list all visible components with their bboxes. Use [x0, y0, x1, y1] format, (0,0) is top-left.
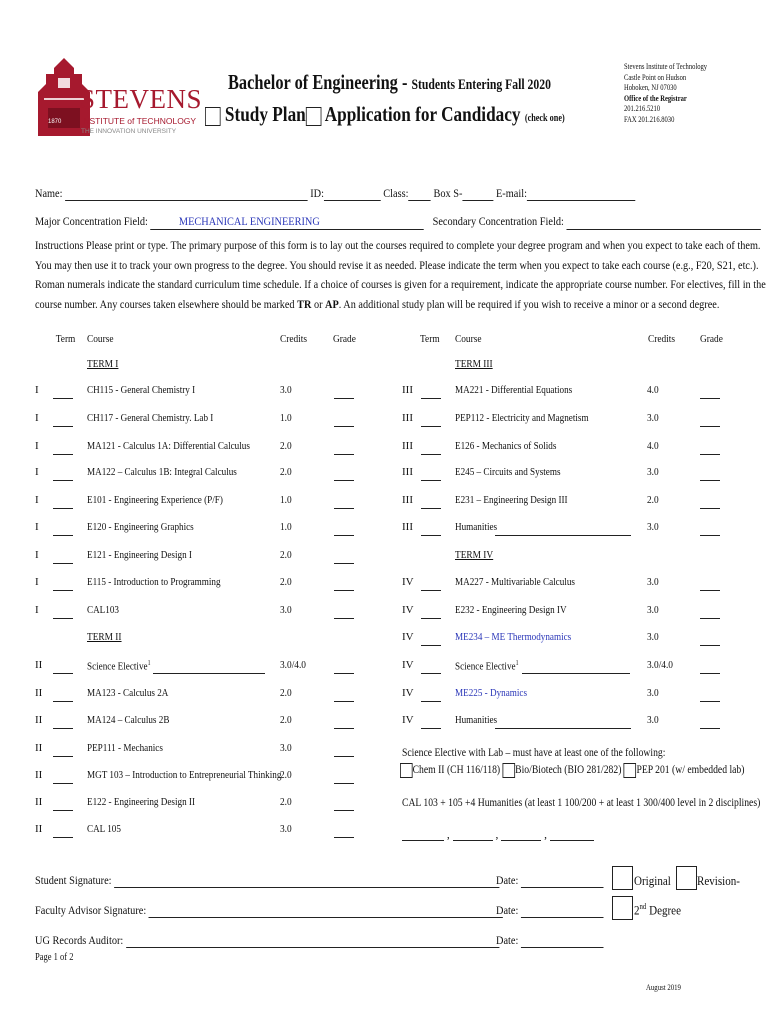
address-line: Hoboken, NJ 07030 — [624, 83, 677, 92]
separator: , — [544, 829, 547, 841]
check-one-note: (check one) — [524, 113, 565, 124]
term-taken-field[interactable] — [53, 745, 73, 757]
second-degree-sup: nd — [639, 902, 647, 911]
credits-value: 3.0 — [647, 576, 659, 588]
term-numeral: IV — [402, 687, 414, 699]
credits-value: 2.0 — [280, 769, 292, 781]
course-name: CH115 - General Chemistry I — [87, 384, 196, 396]
course-header: Course — [455, 333, 482, 345]
student-signature-field[interactable] — [114, 875, 499, 888]
revision-checkbox[interactable] — [676, 866, 697, 890]
second-degree-checkbox[interactable] — [612, 896, 633, 920]
term-numeral: IV — [402, 576, 414, 588]
grade-field[interactable] — [334, 662, 354, 674]
credits-value: 2.0 — [280, 440, 292, 452]
advisor-signature-field[interactable] — [149, 905, 503, 918]
course-name: E121 - Engineering Design I — [87, 549, 192, 561]
course-name: Science Elective$^1$ — [455, 659, 519, 673]
id-label: ID: — [310, 186, 324, 200]
course-name: E120 - Engineering Graphics — [87, 521, 194, 533]
course-header: Course — [87, 333, 114, 345]
credits-value: 1.0 — [280, 521, 292, 533]
credits-value: 3.0 — [280, 742, 292, 754]
term-taken-field[interactable] — [421, 634, 441, 646]
logo-sub: INSTITUTE of TECHNOLOGY — [81, 116, 197, 126]
term-numeral: III — [402, 384, 413, 396]
grade-field[interactable] — [334, 524, 354, 536]
box-field[interactable] — [462, 188, 493, 201]
course-fill-field[interactable] — [495, 524, 631, 536]
course-name: CAL103 — [87, 604, 119, 616]
term-taken-field[interactable] — [421, 415, 441, 427]
term-taken-field[interactable] — [53, 826, 73, 838]
term-taken-field[interactable] — [421, 717, 441, 729]
credits-value: 3.0/4.0 — [647, 659, 673, 671]
course-fill-field[interactable] — [522, 662, 630, 674]
term-numeral: III — [402, 521, 413, 533]
term-numeral: II — [35, 659, 43, 671]
term-numeral: I — [35, 384, 39, 396]
term-header: Term — [420, 333, 440, 345]
revision-date: August 2019 — [646, 983, 681, 992]
footnote-marker: 1 — [515, 659, 519, 667]
advisor-signature-row — [35, 903, 503, 918]
grade-field[interactable] — [700, 415, 720, 427]
credits-value: 2.0 — [280, 714, 292, 726]
credits-value: 2.0 — [280, 687, 292, 699]
auditor-signature-row — [35, 933, 499, 948]
term-taken-field[interactable] — [53, 552, 73, 564]
grade-field[interactable] — [700, 469, 720, 481]
revision-label: Revision- — [697, 873, 740, 888]
term-taken-field[interactable] — [421, 469, 441, 481]
separator: , — [446, 829, 450, 841]
date-label: Date: — [496, 903, 519, 917]
course-name: ME225 - Dynamics — [455, 687, 528, 699]
separator: , — [495, 829, 499, 841]
grade-field[interactable] — [700, 524, 720, 536]
term-heading: TERM III — [455, 358, 493, 370]
course-name: E115 - Introduction to Programming — [87, 576, 221, 588]
credits-value: 1.0 — [280, 494, 292, 506]
instruction-line: You may then use it to track your own progress to the degree. You should revise it as needed. Please indicate the term when you expect to take each course (e.g., F20, S21, etc.). — [35, 257, 759, 272]
term-taken-field[interactable] — [53, 443, 73, 455]
credits-value: 3.0 — [280, 823, 292, 835]
course-fill-field[interactable] — [495, 717, 631, 729]
credits-value: 2.0 — [280, 466, 292, 478]
term-taken-field[interactable] — [421, 690, 441, 702]
credits-value: 2.0 — [280, 549, 292, 561]
term-heading: TERM II — [87, 631, 122, 643]
science-elective-note: Science Elective with Lab – must have at least one of the following: — [402, 747, 666, 759]
grade-field[interactable] — [334, 443, 354, 455]
logo-name: STEVENS — [80, 84, 203, 114]
term-numeral: III — [402, 412, 413, 424]
course-name: MA227 - Multivariable Calculus — [455, 576, 575, 588]
course-name: E126 - Mechanics of Solids — [455, 440, 557, 452]
address-line: Office of the Registrar — [624, 93, 687, 103]
term-numeral: I — [35, 549, 39, 561]
grade-header: Grade — [700, 333, 723, 345]
major-field[interactable] — [151, 214, 424, 230]
credits-value: 1.0 — [280, 412, 292, 424]
title-main: Bachelor of Engineering - — [228, 70, 408, 94]
course-name: E122 - Engineering Design II — [87, 796, 196, 808]
grade-field[interactable] — [700, 497, 720, 509]
pep-option-label: PEP 201 (w/ embedded lab) — [636, 764, 745, 777]
term-numeral: I — [35, 466, 39, 478]
grade-field[interactable] — [700, 634, 720, 646]
term-taken-field[interactable] — [53, 469, 73, 481]
address-line: 201.216.5210 — [624, 104, 661, 113]
credits-value: 4.0 — [647, 384, 659, 396]
term-numeral: I — [35, 521, 39, 533]
second-degree-text: Degree — [646, 902, 681, 918]
instruction-line — [35, 295, 766, 315]
term-taken-field[interactable] — [53, 772, 73, 784]
course-name: MA124 – Calculus 2B — [87, 714, 170, 726]
grade-field[interactable] — [334, 579, 354, 591]
term-numeral: III — [402, 440, 413, 452]
date-row — [496, 873, 604, 888]
class-label: Class: — [383, 186, 409, 200]
grade-header: Grade — [333, 333, 356, 345]
grade-field[interactable] — [700, 690, 720, 702]
footnote-marker: 1 — [147, 659, 151, 667]
right-column-headers — [0, 333, 770, 347]
term-numeral: II — [35, 769, 43, 781]
id-field[interactable] — [324, 188, 381, 201]
cal-humanities-note: CAL 103 + 105 +4 Humanities (at least 1 100/200 + at least 1 300/400 level in 2 disciplines) — [402, 797, 761, 809]
student-info-line — [35, 186, 635, 201]
grade-field[interactable] — [334, 745, 354, 757]
study-plan-checkbox[interactable] — [205, 107, 221, 126]
grade-field[interactable] — [334, 469, 354, 481]
date-label: Date: — [496, 933, 519, 947]
term-numeral: II — [35, 714, 43, 726]
term-heading: TERM I — [87, 358, 119, 370]
humanities-blank[interactable] — [550, 828, 594, 841]
grade-field[interactable] — [334, 690, 354, 702]
term-numeral: II — [35, 823, 43, 835]
credits-value: 3.0 — [647, 714, 659, 726]
term-numeral: I — [35, 440, 39, 452]
grade-field[interactable] — [334, 387, 354, 399]
address-line: Stevens Institute of Technology — [624, 62, 708, 71]
term-taken-field[interactable] — [421, 524, 441, 536]
registrar-address — [624, 62, 707, 125]
humanities-blank[interactable] — [501, 828, 541, 841]
grade-field[interactable] — [700, 579, 720, 591]
secondary-label: Secondary Concentration Field: — [432, 214, 564, 228]
grade-field[interactable] — [334, 415, 354, 427]
grade-field[interactable] — [700, 443, 720, 455]
grade-field[interactable] — [700, 717, 720, 729]
study-plan-label: Study Plan — [224, 102, 306, 126]
page-title — [228, 70, 551, 95]
major-label: Major Concentration Field: — [35, 214, 148, 228]
grade-field[interactable] — [700, 662, 720, 674]
course-name: Humanities — [455, 714, 498, 726]
major-value: MECHANICAL ENGINEERING — [178, 214, 320, 228]
term-taken-field[interactable] — [53, 497, 73, 509]
course-name: E232 - Engineering Design IV — [455, 604, 567, 616]
credits-value: 3.0 — [647, 687, 659, 699]
credits-value: 3.0/4.0 — [280, 659, 306, 671]
term-taken-field[interactable] — [53, 415, 73, 427]
humanities-blanks — [402, 828, 594, 841]
term-numeral: IV — [402, 631, 414, 643]
advisor-signature-label: Faculty Advisor Signature: — [35, 903, 147, 917]
course-name: MA122 – Calculus 1B: Integral Calculus — [87, 466, 237, 478]
course-name: PEP111 - Mechanics — [87, 742, 163, 754]
grade-field[interactable] — [334, 799, 354, 811]
email-field[interactable] — [527, 188, 635, 201]
credits-value: 3.0 — [647, 604, 659, 616]
instruction-line-text: course number. Any courses taken elsewhere should be marked TR or AP. An additional study plan will be required if you wish to receive a minor or a second degree. — [35, 296, 720, 311]
date-field[interactable] — [521, 905, 604, 918]
course-name: CAL 105 — [87, 823, 121, 835]
term-numeral: II — [35, 742, 43, 754]
credits-value: 3.0 — [280, 384, 292, 396]
name-field[interactable] — [65, 188, 308, 201]
address-line: Castle Point on Hudson — [624, 72, 687, 82]
grade-field[interactable] — [700, 607, 720, 619]
term-heading: TERM IV — [455, 549, 494, 561]
course-name: Humanities — [455, 521, 498, 533]
humanities-blank[interactable] — [402, 828, 444, 841]
auditor-signature-field[interactable] — [126, 935, 499, 948]
term-numeral: III — [402, 494, 413, 506]
chem-option-checkbox[interactable] — [400, 763, 413, 778]
course-name: PEP112 - Electricity and Magnetism — [455, 412, 589, 424]
chem-option-label: Chem II (CH 116/118) — [412, 764, 501, 777]
term-taken-field[interactable] — [53, 690, 73, 702]
course-name: MA121 - Calculus 1A: Differential Calculus — [87, 440, 250, 452]
concentration-line — [35, 214, 761, 230]
course-name: MA221 - Differential Equations — [455, 384, 573, 396]
date-label: Date: — [496, 873, 519, 887]
date-field[interactable] — [521, 935, 604, 948]
bio-option-checkbox[interactable] — [503, 763, 516, 778]
grade-field[interactable] — [334, 552, 354, 564]
credits-value: 4.0 — [647, 440, 659, 452]
science-elective-options — [400, 763, 744, 778]
original-label: Original — [634, 873, 671, 888]
term-numeral: IV — [402, 714, 414, 726]
term-taken-field[interactable] — [53, 607, 73, 619]
term-numeral: III — [402, 466, 413, 478]
term-header: Term — [55, 333, 76, 345]
term-taken-field[interactable] — [53, 799, 73, 811]
term-taken-field[interactable] — [53, 662, 73, 674]
credits-value: 2.0 — [647, 494, 659, 506]
term-numeral: I — [35, 494, 39, 506]
grade-field[interactable] — [334, 497, 354, 509]
course-name: ME234 – ME Thermodynamics — [455, 631, 572, 643]
term-numeral: I — [35, 412, 39, 424]
credits-value: 3.0 — [280, 604, 292, 616]
term-taken-field[interactable] — [421, 497, 441, 509]
instruction-line: Roman numerals indicate the standard curriculum time schedule. If a choice of courses is given for a requirement, indicate the appropriate course number. For electives, fill in the — [35, 277, 766, 291]
grade-field[interactable] — [700, 387, 720, 399]
term-numeral: IV — [402, 659, 414, 671]
term-taken-field[interactable] — [53, 579, 73, 591]
instructions — [35, 236, 766, 314]
auditor-signature-label: UG Records Auditor: — [35, 933, 124, 947]
second-degree-num: 2 — [634, 902, 640, 918]
stevens-logo — [34, 56, 203, 141]
second-degree-label — [634, 902, 681, 918]
term-numeral: IV — [402, 604, 414, 616]
email-label: E-mail: — [495, 186, 527, 200]
term-numeral: II — [35, 796, 43, 808]
application-checkbox[interactable] — [306, 107, 322, 126]
term-numeral: I — [35, 576, 39, 588]
form-type-options — [205, 102, 565, 127]
date-field[interactable] — [521, 875, 604, 888]
grade-field[interactable] — [334, 772, 354, 784]
humanities-blank[interactable] — [453, 828, 493, 841]
page-number: Page 1 of 2 — [35, 952, 74, 963]
course-name: MA123 - Calculus 2A — [87, 687, 169, 699]
term-taken-field[interactable] — [53, 387, 73, 399]
term-taken-field[interactable] — [421, 579, 441, 591]
class-field[interactable] — [409, 188, 431, 201]
term-numeral: I — [35, 604, 39, 616]
pep-option-checkbox[interactable] — [624, 763, 637, 778]
credits-value: 3.0 — [647, 521, 659, 533]
term-taken-field[interactable] — [421, 387, 441, 399]
date-row — [496, 903, 604, 918]
grade-field[interactable] — [334, 717, 354, 729]
credits-header: Credits — [648, 333, 676, 345]
name-label: Name: — [35, 186, 63, 200]
term-taken-field[interactable] — [53, 717, 73, 729]
credits-header: Credits — [280, 333, 308, 345]
original-checkbox[interactable] — [612, 866, 633, 890]
credits-value: 3.0 — [647, 466, 659, 478]
seal-year: 1870 — [48, 119, 62, 125]
instruction-line: Instructions Please print or type. The primary purpose of this form is to lay out the courses required to complete your degree program and when you expect to take each of them. — [35, 238, 761, 252]
date-row — [496, 933, 604, 948]
term-taken-field[interactable] — [53, 524, 73, 536]
credits-value: 2.0 — [280, 796, 292, 808]
term-taken-field[interactable] — [421, 443, 441, 455]
student-signature-label: Student Signature: — [35, 873, 112, 887]
course-name: MGT 103 – Introduction to Entrepreneurial Thinking — [87, 769, 282, 781]
course-fill-field[interactable] — [153, 662, 265, 674]
course-name: E245 – Circuits and Systems — [455, 466, 561, 478]
credits-value: 3.0 — [647, 412, 659, 424]
application-label: Application for Candidacy — [324, 102, 521, 126]
student-signature-row — [35, 873, 499, 888]
logo-tagline: THE INNOVATION UNIVERSITY — [81, 128, 177, 135]
bio-option-label: Bio/Biotech (BIO 281/282) — [515, 764, 622, 777]
secondary-field[interactable] — [566, 217, 760, 230]
credits-value: 2.0 — [280, 576, 292, 588]
grade-field[interactable] — [334, 826, 354, 838]
address-line: FAX 201.216.8030 — [624, 114, 675, 124]
term-taken-field[interactable] — [421, 607, 441, 619]
credits-value: 3.0 — [647, 631, 659, 643]
term-numeral: II — [35, 687, 43, 699]
course-name: Science Elective$^1$ — [87, 659, 151, 673]
course-name: E231 – Engineering Design III — [455, 494, 568, 506]
box-label: Box S- — [433, 186, 463, 200]
course-name: CH117 - General Chemistry. Lab I — [87, 412, 214, 424]
course-name: E101 - Engineering Experience (P/F) — [87, 494, 223, 506]
term-taken-field[interactable] — [421, 662, 441, 674]
grade-field[interactable] — [334, 607, 354, 619]
title-sub: Students Entering Fall 2020 — [411, 77, 551, 93]
